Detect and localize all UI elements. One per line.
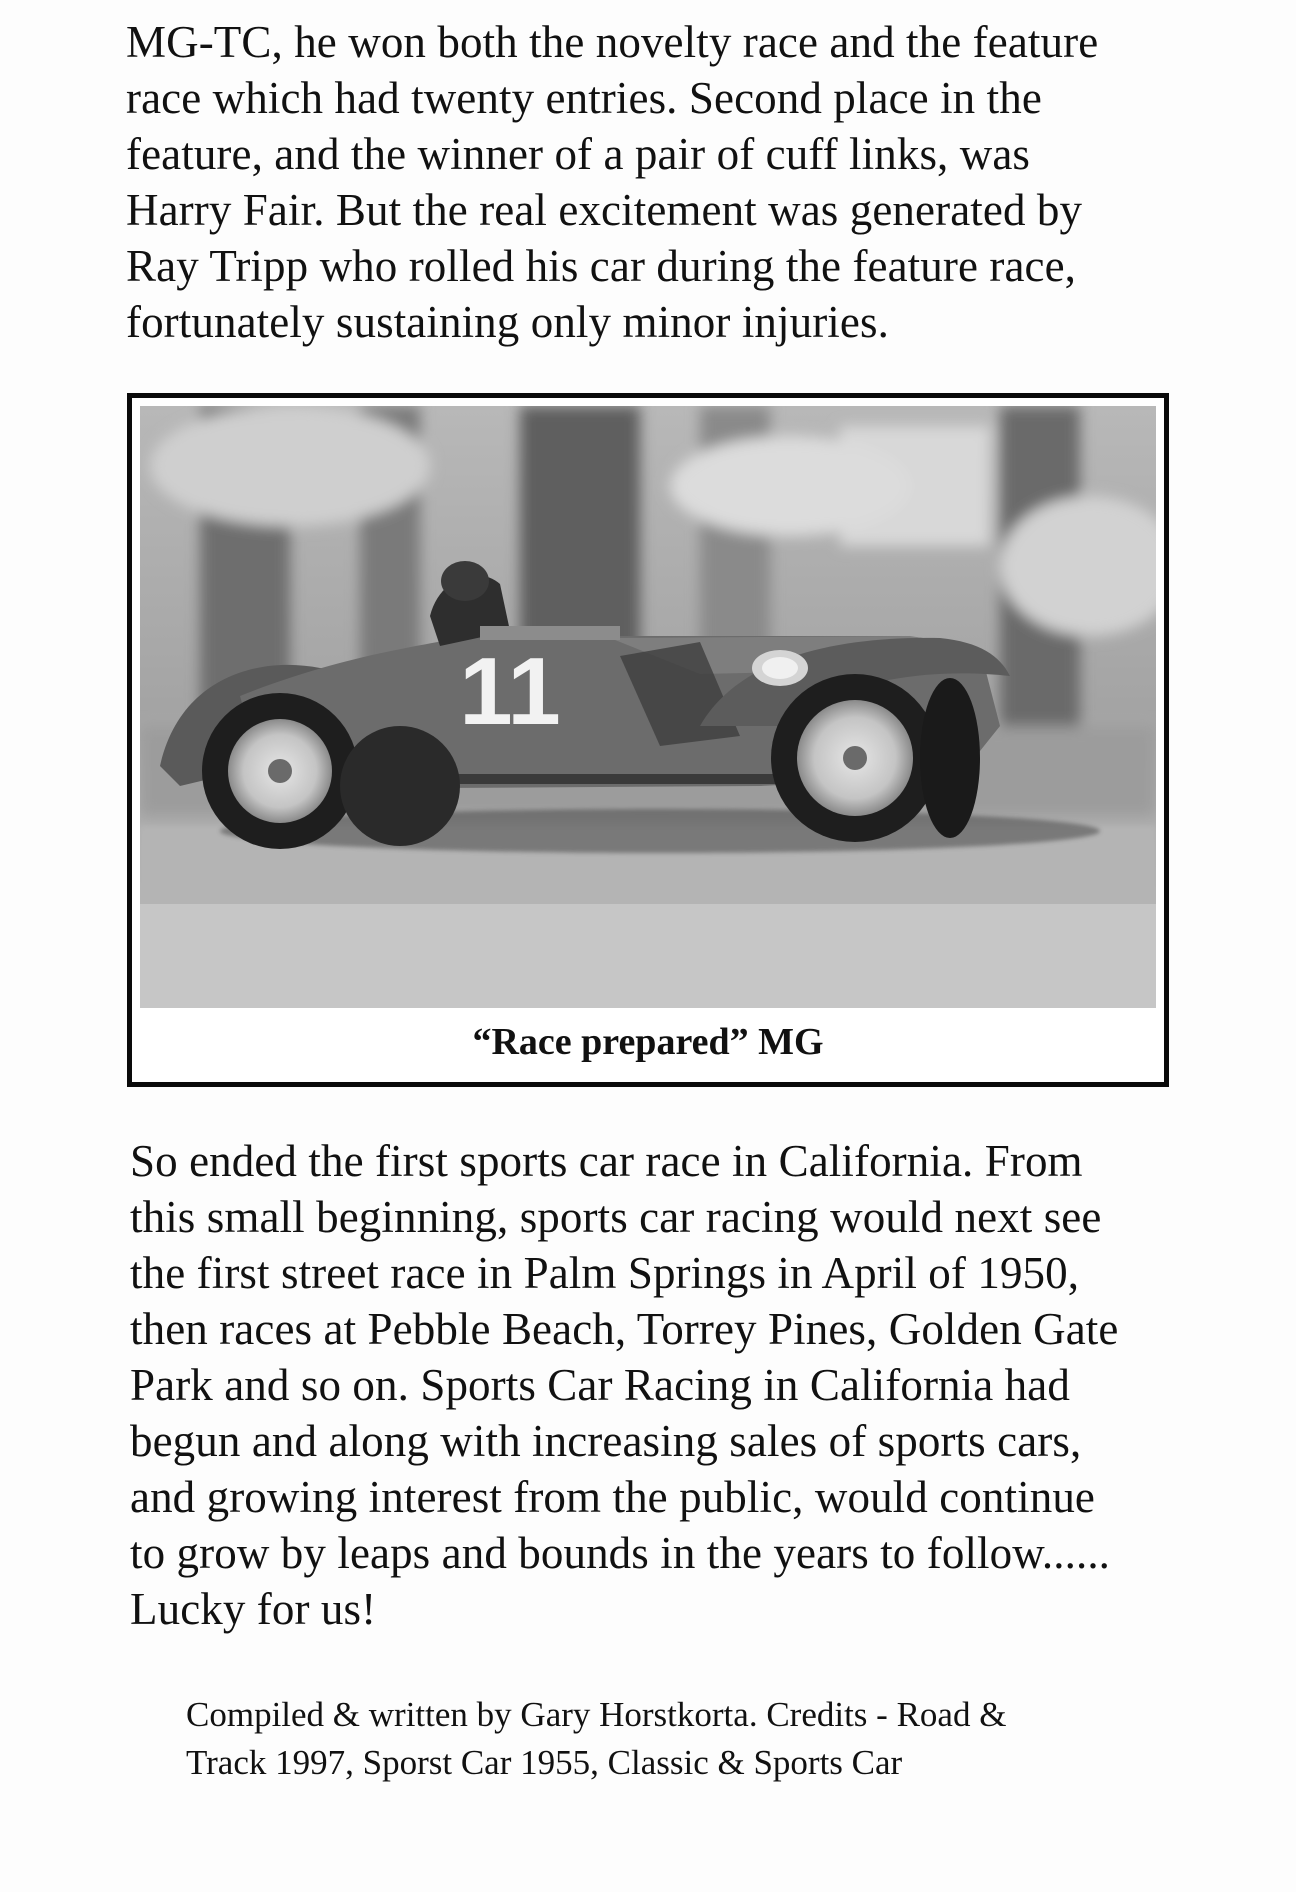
- text-line: and growing interest from the public, would continue: [130, 1472, 1095, 1522]
- text-line: then races at Pebble Beach, Torrey Pines, Golden Gate: [130, 1304, 1119, 1354]
- text-line: the first street race in Palm Springs in April of 1950,: [130, 1248, 1080, 1298]
- text-line: Lucky for us!: [130, 1584, 377, 1634]
- text-line: Harry Fair. But the real excitement was generated by: [126, 185, 1083, 235]
- text-line: to grow by leaps and bounds in the years to follow......: [130, 1528, 1111, 1578]
- intro-paragraph: [126, 14, 1098, 350]
- race-car-illustration: [140, 406, 1156, 1008]
- text-line: Park and so on. Sports Car Racing in California had: [130, 1360, 1070, 1410]
- text-line: fortunately sustaining only minor injuries.: [126, 297, 889, 347]
- credits-line: Track 1997, Sporst Car 1955, Classic & Sports Car: [186, 1743, 903, 1782]
- race-car-photo: [140, 406, 1156, 1008]
- closing-paragraph: [130, 1133, 1119, 1637]
- text-line: MG-TC, he won both the novelty race and the feature: [126, 17, 1099, 67]
- text-line: feature, and the winner of a pair of cuff links, was: [126, 129, 1031, 179]
- rear-wheel: [202, 693, 358, 849]
- credits-line: Compiled & written by Gary Horstkorta. Credits - Road &: [186, 1695, 1007, 1734]
- text-line: race which had twenty entries. Second place in the: [126, 73, 1042, 123]
- photo-frame: [127, 393, 1169, 1087]
- text-line: Ray Tripp who rolled his car during the feature race,: [126, 241, 1077, 291]
- credits-note: [186, 1691, 1006, 1787]
- photo-caption: “Race prepared” MG: [472, 1021, 824, 1063]
- text-line: begun and along with increasing sales of sports cars,: [130, 1416, 1082, 1466]
- car-number: 11: [459, 638, 561, 745]
- text-line: So ended the first sports car race in California. From: [130, 1136, 1083, 1186]
- front-wheel: [771, 674, 980, 842]
- text-line: this small beginning, sports car racing would next see: [130, 1192, 1102, 1242]
